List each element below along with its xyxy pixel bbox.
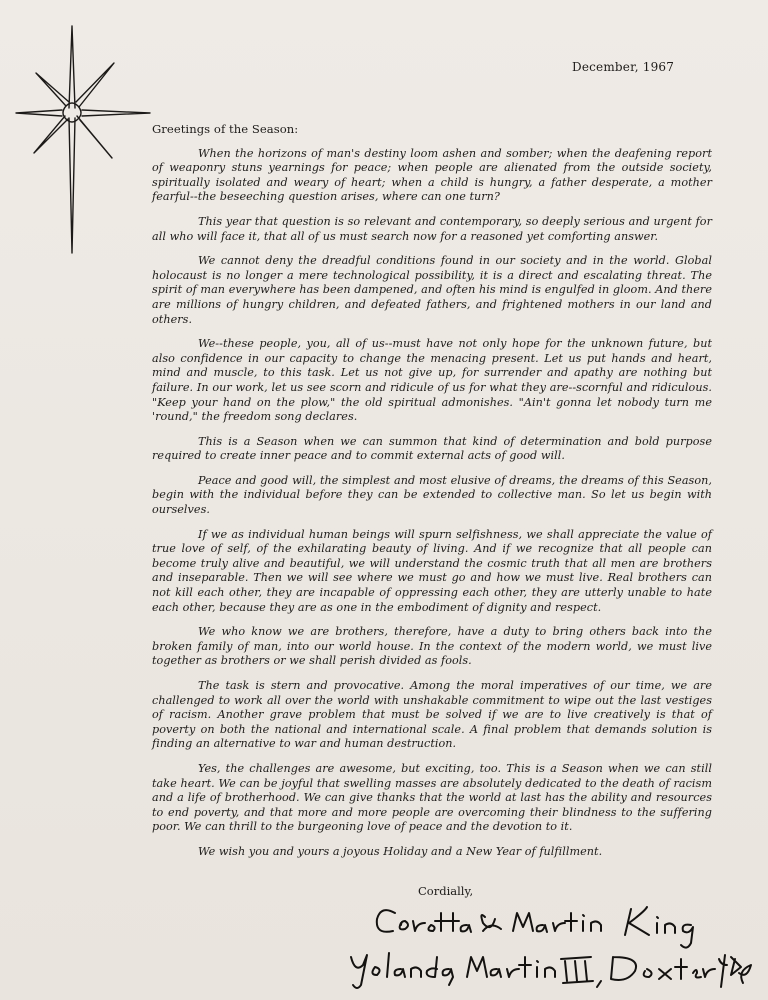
letter-paragraph: Yes, the challenges are awesome, but exciting, too. This is a Season when we can still take heart. We can be joyful that swelling masses are absolutely dedicated to the death of racism and a life of brotherhood. We can give thanks that the world at last has the ability and resources to end poverty, and that more and more people are overcoming their blindness to the suffering poor. We can thrill to the burgeoning love of peace and the devotion to it. [152, 761, 712, 834]
letter-closing: Cordially, [418, 884, 474, 898]
letter-paragraph: This year that question is so relevant and contemporary, so deeply serious and urgent for all who will face it, that all of us must search now for a reasoned yet comforting answer. [152, 214, 712, 243]
letter-paragraph: The task is stern and provocative. Among the moral imperatives of our time, we are challenged to work all over the world with unshakable commitment to wipe out the last vestiges of racism. Another grave problem that must be solved if we are to live creatively is that of poverty on both the national and international scale. A final problem that demands solution is finding an alternative to war and human destruction. [152, 679, 712, 751]
handwritten-signature [345, 895, 755, 995]
letter-paragraph: We wish you and yours a joyous Holiday and a New Year of fulfillment. [198, 844, 603, 858]
letter-paragraph: We cannot deny the dreadful conditions found in our society and in the world. Global holocaust is no longer a mere technological possibility, it is a direct and escalating threat. The spirit of man everywhere has been dampened, and often his mind is engulfed in gloom. And there are millions of hungry children, and defeated fathers, and frightened mothers in our land and others. [152, 254, 712, 326]
letter-paragraph: Peace and good will, the simplest and most elusive of dreams, the dreams of this Season, begin with the individual before they can be extended to collective man. So let us begin with ourselves. [152, 473, 712, 517]
letter-paragraph: We who know we are brothers, therefore, have a duty to bring others back into the broken family of man, into our world house. In the context of the modern world, we must live together as brothers or we shall perish divided as fools. [152, 625, 712, 668]
letter-paragraph: This is a Season when we can summon that kind of determination and bold purpose required to create inner peace and to commit external acts of good will. [152, 434, 712, 463]
letter-paragraph: We--these people, you, all of us--must have not only hope for the unknown future, but also confidence in our capacity to change the menacing present. Let us put hands and heart, mind and muscle, to this task. Let us not give up, for surrender and apathy are nothing but failure. In our work, let us see scorn and ridicule of us for what they are--scornful and ridiculous. "Keep your hand on the plow," the old spiritual admonishes. "Ain't gonna let nobody turn me 'round," the freedom song declares. [152, 337, 712, 424]
letter-paragraph: When the horizons of man's destiny loom ashen and somber; when the deafening report of weaponry stuns yearnings for peace; when people are alienated from the outside society, spiritually isolated and weary of heart; when a child is hungry, a father desperate, a mother fearful--the beseeching question arises, where can one turn? [152, 146, 712, 204]
letter-body [152, 122, 712, 870]
letter-greeting: Greetings of the Season: [152, 122, 299, 136]
letter-date: December, 1967 [572, 60, 675, 74]
letter-paragraph: If we as individual human beings will spurn selfishness, we shall appreciate the value of true love of self, of the exhilarating beauty of living. And if we recognize that all people can become truly alive and beautiful, we will understand the cosmic truth that all men are brothers and inseparable. Then we will see where we must go and how we must live. Real brothers can not kill each other, they are incapable of oppressing each other, they are utterly unable to hate each other, because they are as one in the embodiment of dignity and respect. [152, 527, 712, 614]
star-icon [14, 18, 154, 258]
